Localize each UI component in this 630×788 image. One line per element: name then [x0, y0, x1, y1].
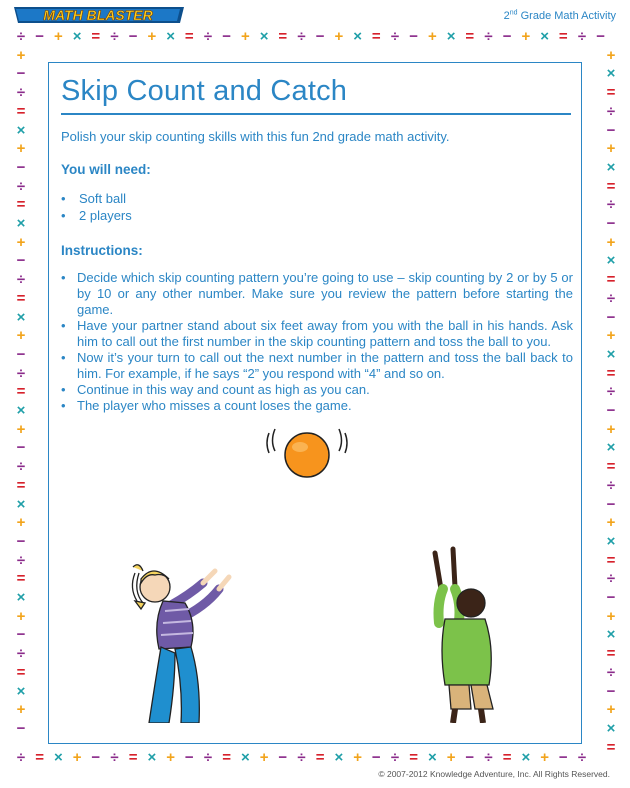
minus-icon: − [606, 589, 616, 606]
divide-icon: ÷ [16, 551, 26, 569]
plus-icon: + [606, 420, 616, 438]
activity-panel [48, 62, 582, 744]
minus-icon: − [222, 28, 232, 45]
minus-icon: − [35, 28, 45, 45]
equals-icon: = [606, 645, 616, 663]
times-icon: × [16, 589, 26, 606]
page-header [0, 0, 630, 28]
minus-icon: − [16, 252, 26, 270]
divide-icon: ÷ [203, 749, 213, 766]
divide-icon: ÷ [606, 383, 616, 401]
logo-text: MATH BLASTER [43, 7, 153, 23]
times-icon: × [353, 28, 362, 45]
divide-icon: ÷ [16, 84, 26, 102]
ball-icon [267, 429, 347, 477]
divide-icon: ÷ [16, 28, 26, 45]
times-icon: × [606, 345, 616, 363]
divide-icon: ÷ [110, 28, 119, 45]
equals-icon: = [606, 551, 616, 569]
girl-figure-icon [132, 565, 229, 723]
equals-icon: = [606, 271, 616, 289]
minus-icon: − [16, 626, 26, 644]
plus-icon: + [606, 140, 616, 158]
plus-icon: + [241, 28, 250, 45]
list-item: • Continue in this way and count as high as you can. [61, 382, 573, 398]
materials-list [61, 190, 132, 224]
minus-icon: − [128, 28, 138, 45]
times-icon: × [606, 158, 616, 176]
divide-icon: ÷ [203, 28, 213, 45]
page-title: Skip Count and Catch [61, 75, 348, 107]
list-item: • 2 players [61, 207, 132, 224]
minus-icon: − [606, 402, 616, 419]
equals-icon: = [222, 749, 232, 766]
times-icon: × [606, 252, 616, 270]
divide-icon: ÷ [577, 749, 587, 766]
equals-icon: = [606, 364, 616, 382]
times-icon: × [16, 308, 26, 326]
plus-icon: + [446, 749, 456, 766]
grade-suffix: nd [509, 9, 518, 17]
times-icon: × [147, 749, 157, 766]
times-icon: × [54, 749, 63, 766]
minus-icon: − [606, 682, 616, 700]
times-icon: × [334, 749, 344, 766]
divide-icon: ÷ [390, 28, 400, 45]
equals-icon: = [606, 738, 616, 756]
divide-icon: ÷ [606, 102, 616, 120]
equals-icon: = [91, 28, 101, 45]
list-item: • Soft ball [61, 190, 132, 207]
kids-playing-catch-illustration [119, 423, 519, 723]
plus-icon: + [16, 140, 26, 158]
plus-icon: + [16, 233, 26, 251]
equals-icon: = [16, 289, 26, 307]
list-item: • Now it’s your turn to call out the next number in the pattern and toss the ball back to him. For example, if he says “2” you respond with “4” and so on. [61, 350, 573, 382]
equals-icon: = [409, 749, 419, 766]
minus-icon: − [278, 749, 288, 766]
minus-icon: − [558, 749, 568, 766]
times-icon: × [16, 402, 26, 419]
equals-icon: = [16, 196, 26, 214]
times-icon: × [259, 28, 269, 45]
times-icon: × [606, 532, 616, 550]
times-icon: × [521, 749, 531, 766]
times-icon: × [16, 682, 26, 700]
times-icon: × [16, 121, 26, 139]
divide-icon: ÷ [606, 570, 616, 588]
grade-label [504, 10, 616, 22]
divide-icon: ÷ [110, 749, 119, 766]
minus-icon: − [606, 495, 616, 513]
plus-icon: + [72, 749, 82, 766]
divide-icon: ÷ [297, 749, 306, 766]
times-icon: × [428, 749, 437, 766]
minus-icon: − [502, 28, 512, 45]
equals-icon: = [184, 28, 194, 45]
minus-icon: − [371, 749, 381, 766]
plus-icon: + [166, 749, 175, 766]
divide-icon: ÷ [16, 645, 26, 663]
plus-icon: + [16, 327, 26, 345]
minus-icon: − [16, 158, 26, 176]
copyright-notice: © 2007-2012 Knowledge Adventure, Inc. All Rights Reserved. [378, 769, 610, 779]
minus-icon: − [606, 215, 616, 232]
minus-icon: − [409, 28, 419, 45]
equals-icon: = [128, 749, 138, 766]
times-icon: × [72, 28, 82, 45]
times-icon: × [606, 719, 616, 737]
equals-icon: = [16, 383, 26, 401]
boy-figure-icon [435, 549, 493, 723]
grade-number: 2 [503, 10, 510, 22]
equals-icon: = [278, 28, 288, 45]
equals-icon: = [606, 458, 616, 476]
math-blaster-logo[interactable] [12, 4, 186, 26]
divide-icon: ÷ [16, 749, 26, 766]
minus-icon: − [184, 749, 194, 766]
minus-icon: − [596, 28, 606, 45]
minus-icon: − [606, 308, 616, 326]
plus-icon: + [334, 28, 344, 45]
divide-icon: ÷ [606, 196, 616, 214]
plus-icon: + [606, 701, 616, 719]
plus-icon: + [353, 749, 362, 766]
list-item: • Have your partner stand about six feet away from you with the ball in his hands. Ask him to call out the first number in the skip counting pattern and toss the ball to you. [61, 318, 573, 350]
equals-icon: = [606, 177, 616, 195]
list-item: • The player who misses a count loses the game. [61, 398, 573, 414]
grade-label-text: Grade Math Activity [520, 10, 616, 22]
plus-icon: + [606, 233, 616, 251]
equals-icon: = [35, 749, 45, 766]
equals-icon: = [16, 570, 26, 588]
divide-icon: ÷ [606, 663, 616, 681]
divide-icon: ÷ [16, 177, 26, 195]
divide-icon: ÷ [16, 364, 26, 382]
equals-icon: = [465, 28, 475, 45]
minus-icon: − [16, 532, 26, 550]
minus-icon: − [16, 345, 26, 363]
intro-text: Polish your skip counting skills with this fun 2nd grade math activity. [61, 129, 450, 144]
times-icon: × [606, 65, 616, 83]
equals-icon: = [315, 749, 325, 766]
plus-icon: + [147, 28, 157, 45]
times-icon: × [446, 28, 456, 45]
plus-icon: + [428, 28, 437, 45]
minus-icon: − [91, 749, 101, 766]
equals-icon: = [16, 476, 26, 494]
equals-icon: = [606, 84, 616, 102]
equals-icon: = [16, 663, 26, 681]
times-icon: × [606, 626, 616, 644]
list-item: • Decide which skip counting pattern you’re going to use – skip counting by 2 or by 5 or by 10 or any other number. Make sure you review the pattern before starting the game. [61, 270, 573, 318]
times-icon: × [16, 215, 26, 232]
divide-icon: ÷ [484, 749, 493, 766]
instructions-heading: Instructions: [61, 243, 143, 258]
plus-icon: + [16, 701, 26, 719]
plus-icon: + [54, 28, 63, 45]
times-icon: × [606, 439, 616, 457]
divide-icon: ÷ [297, 28, 306, 45]
times-icon: × [540, 28, 549, 45]
plus-icon: + [259, 749, 269, 766]
divide-icon: ÷ [16, 271, 26, 289]
plus-icon: + [16, 420, 26, 438]
divide-icon: ÷ [606, 289, 616, 307]
plus-icon: + [540, 749, 549, 766]
plus-icon: + [606, 46, 616, 64]
plus-icon: + [606, 607, 616, 625]
equals-icon: = [558, 28, 568, 45]
materials-heading: You will need: [61, 162, 151, 177]
equals-icon: = [502, 749, 512, 766]
plus-icon: + [16, 607, 26, 625]
minus-icon: − [16, 65, 26, 83]
divide-icon: ÷ [484, 28, 493, 45]
divide-icon: ÷ [390, 749, 400, 766]
plus-icon: + [606, 327, 616, 345]
equals-icon: = [371, 28, 381, 45]
math-blaster-logo-graphic [12, 4, 186, 26]
title-divider [61, 113, 571, 115]
divide-icon: ÷ [16, 458, 26, 476]
minus-icon: − [465, 749, 475, 766]
minus-icon: − [16, 719, 26, 737]
minus-icon: − [16, 439, 26, 457]
divide-icon: ÷ [577, 28, 587, 45]
equals-icon: = [16, 102, 26, 120]
minus-icon: − [315, 28, 325, 45]
times-icon: × [166, 28, 175, 45]
times-icon: × [241, 749, 250, 766]
divide-icon: ÷ [606, 476, 616, 494]
plus-icon: + [16, 514, 26, 532]
times-icon: × [16, 495, 26, 513]
instructions-list [61, 270, 573, 414]
minus-icon: − [606, 121, 616, 139]
plus-icon: + [16, 46, 26, 64]
plus-icon: + [606, 514, 616, 532]
plus-icon: + [521, 28, 531, 45]
